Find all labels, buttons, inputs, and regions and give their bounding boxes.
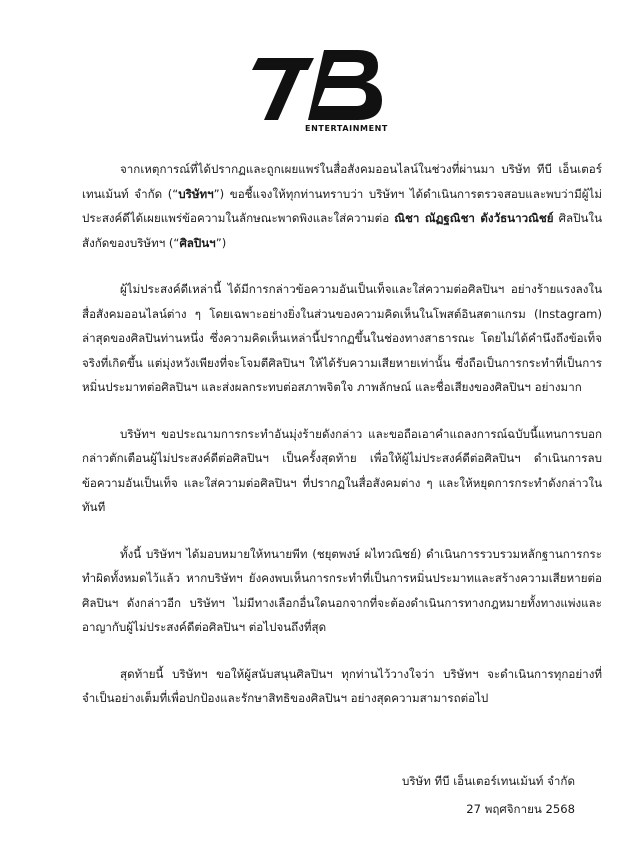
logo-subtitle: ENTERTAINMENT	[305, 124, 388, 133]
statement-paragraph	[82, 662, 602, 711]
paragraph-text: ศิลปินในสังกัดของบริษัทฯ (“	[82, 211, 602, 250]
statement-body	[82, 157, 602, 733]
statement-paragraph	[82, 277, 602, 400]
paragraph-text: สุดท้ายนี้ บริษัทฯ ขอให้ผู้สนับสนุนศิลปินฯ ทุกท่านไว้วางใจว่า บริษัทฯ จะดำเนินการทุกอย่างที่จำเป็นอย่างเต็มที่เพื่อปกป้องและรักษาสิทธิของศิลปินฯ อย่างสุดความสามารถต่อไป	[82, 666, 602, 705]
paragraph-text: บริษัทฯ ขอประณามการกระทำอันมุ่งร้ายดังกล่าว และขอถือเอาคำแถลงการณ์ฉบับนี้แทนการบอกกล่าวตักเตือนผู้ไม่ประสงค์ดีต่อศิลปินฯ เป็นครั้งสุดท้าย เพื่อให้ผู้ไม่ประสงค์ดีต่อศิลปินฯ ดำเนินการลบข้อความอันเป็นเท็จ และใส่ความต่อศิลปินฯ ที่ปรากฏในสื่อสังคมต่าง ๆ และให้หยุดการกระทำดังกล่าวในทันที	[82, 426, 602, 514]
paragraph-text: จากเหตุการณ์ที่ได้ปรากฏและถูกเผยแพร่ในสื่อสังคมออนไลน์ในช่วงที่ผ่านมา บริษัท ทีบี เอ็นเตอร์เทนเม้นท์ จำกัด (“	[82, 162, 602, 201]
paragraph-text: ทั้งนี้ บริษัทฯ ได้มอบหมายให้ทนายพีท (ชยุตพงษ์ ผไทวณิชย์) ดำเนินการรวบรวมหลักฐานการกระทำผิดทั้งหมดไว้แล้ว หากบริษัทฯ ยังคงพบเห็นการกระทำที่เป็นการหมิ่นประมาทและสร้างความเสียหายต่อศิลปินฯ ดังกล่าวอีก บริษัทฯ ไม่มีทางเลือกอื่นใดนอกจากที่จะต้องดำเนินการทางกฎหมายทั้งทางแพ่งและอาญากับผู้ไม่ประสงค์ดีต่อศิลปินฯ ต่อไปจนถึงที่สุด	[82, 546, 602, 634]
statement-paragraph	[82, 542, 602, 640]
signature-company: บริษัท ทีบี เอ็นเตอร์เทนเม้นท์ จำกัด	[401, 774, 575, 788]
company-logo	[248, 44, 388, 140]
statement-paragraph	[82, 422, 602, 520]
bold-text: ณิชา ณัฏฐณิชา ดังวัธนาวณิชย์	[394, 211, 554, 225]
paragraph-text: ”)	[215, 235, 227, 250]
bold-text: บริษัทฯ	[178, 186, 214, 201]
tb-logo-mark	[248, 44, 388, 124]
paragraph-text: ผู้ไม่ประสงค์ดีเหล่านี้ ได้มีการกล่าวข้อความอันเป็นเท็จและใส่ความต่อศิลปินฯ อย่างร้ายแรงลงในสื่อสังคมออนไลน์ต่าง ๆ โดยเฉพาะอย่างยิ่งในส่วนของความคิดเห็นในโพสต์อินสตาแกรม (Instagram) ล่าสุดของศิลปินท่านหนึ่ง ซึ่งความคิดเห็นเหล่านี้ปรากฏขึ้นในช่องทางสาธารณะ โดยไม่ได้คำนึงถึงข้อเท็จจริงที่เกิดขึ้น แต่มุ่งหวังเพียงที่จะโจมตีศิลปินฯ ให้ได้รับความเสียหายเท่านั้น ซึ่งถือเป็นการกระทำที่เป็นการหมิ่นประมาทต่อศิลปินฯ และส่งผลกระทบต่อสภาพจิตใจ ภาพลักษณ์ และชื่อเสียงของศิลปินฯ อย่างมาก	[82, 282, 602, 394]
bold-text: ศิลปินฯ	[179, 235, 216, 250]
statement-paragraph	[82, 157, 602, 255]
paragraph-text: ”) ขอชี้แจงให้ทุกท่านทราบว่า บริษัทฯ ได้ดำเนินการตรวจสอบและพบว่ามีผู้ไม่ประสงค์ดีได้เผยแพร่ข้อความในลักษณะพาดพิงและใส่ความต่อ	[82, 186, 602, 225]
signature-date: 27 พฤศจิกายน 2568	[466, 802, 575, 816]
signature-block	[402, 767, 575, 823]
